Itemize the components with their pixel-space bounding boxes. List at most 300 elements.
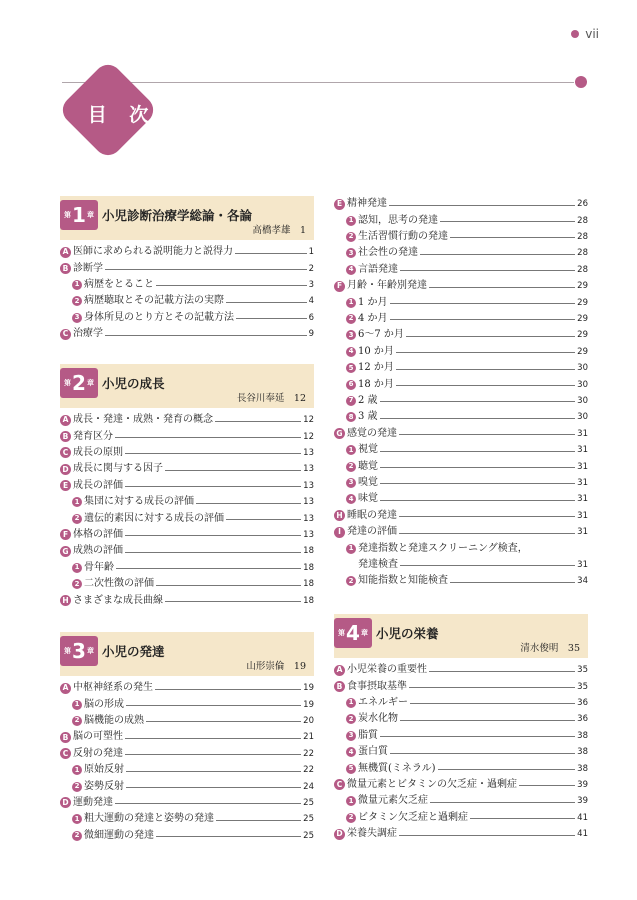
entry-title: 食事摂取基準	[347, 680, 407, 692]
header-rule-dot	[575, 76, 587, 88]
leader-line	[146, 721, 301, 722]
subsection-number-marker: 2	[346, 462, 356, 472]
entry-page-number: 30	[577, 395, 588, 406]
subsection-number-marker: 2	[72, 514, 82, 524]
chapter-author: 山形崇倫 19	[246, 661, 306, 672]
subsection-number-marker: 1	[346, 216, 356, 226]
entry-title: 脳の形成	[84, 698, 124, 710]
toc-section-entry	[334, 826, 588, 842]
entry-page-number: 13	[303, 513, 314, 524]
entry-title: 発達検査	[358, 558, 398, 570]
section-letter-marker: C	[60, 329, 71, 340]
leader-line	[409, 687, 575, 688]
leader-line	[155, 689, 301, 690]
entry-title: 発達の評価	[347, 526, 397, 538]
entry-page-number: 2	[308, 263, 314, 274]
chapter-title: 小児の成長	[102, 376, 165, 391]
subsection-number-marker: 3	[346, 330, 356, 340]
leader-line	[389, 205, 575, 206]
leader-line	[380, 418, 576, 419]
leader-line	[216, 820, 301, 821]
entry-title: 成長の原則	[73, 446, 123, 458]
leader-line	[410, 703, 575, 704]
entry-page-number: 36	[577, 714, 588, 725]
section-letter-marker: D	[60, 797, 71, 808]
toc-subsection-entry	[346, 229, 588, 245]
entry-title: 病歴をとること	[84, 278, 154, 290]
entry-page-number: 3	[308, 279, 314, 290]
section-letter-marker: A	[60, 683, 71, 694]
entry-title: 微細運動の発達	[84, 829, 154, 841]
entry-title: 脳機能の成熟	[84, 714, 144, 726]
entry-page-number: 28	[577, 264, 588, 275]
toc-subsection-entry	[346, 760, 588, 776]
chapter-prefix: 第	[338, 629, 346, 637]
entry-page-number: 22	[303, 765, 314, 776]
entry-page-number: 38	[577, 747, 588, 758]
toc-subsection-entry	[346, 458, 588, 474]
leader-line	[156, 836, 301, 837]
toc-subsection-entry	[72, 293, 314, 309]
toc-subsection-entry	[72, 696, 314, 712]
leader-line	[380, 483, 575, 484]
entry-title: 4 か月	[358, 312, 388, 324]
entry-title: 視覚	[358, 444, 378, 456]
chapter-header	[60, 196, 314, 240]
entry-page-number: 13	[303, 529, 314, 540]
leader-line	[156, 585, 301, 586]
leader-line	[380, 451, 575, 452]
chapter-author: 長谷川奉延 12	[236, 393, 306, 404]
chapter-number: 3	[72, 639, 86, 663]
subsection-number-marker: 3	[346, 731, 356, 741]
chapter-suffix: 章	[86, 647, 94, 655]
entry-title: 成長の評価	[73, 479, 123, 491]
entry-page-number: 41	[577, 812, 588, 823]
page-number-dot	[571, 30, 579, 38]
toc-subsection-entry	[346, 810, 588, 826]
entry-page-number: 29	[577, 330, 588, 341]
leader-line	[125, 552, 301, 553]
section-letter-marker: F	[334, 281, 345, 292]
subsection-number-marker: 3	[346, 248, 356, 258]
toc-section-entry	[334, 196, 588, 212]
entry-page-number: 18	[303, 546, 314, 557]
entry-title: 炭水化物	[358, 713, 398, 725]
entry-page-number: 39	[577, 796, 588, 807]
entry-page-number: 6	[308, 312, 314, 323]
entry-title: 月齢・年齢別発達	[347, 280, 427, 292]
toc-section-entry	[60, 795, 314, 811]
chapter-number: 1	[72, 203, 86, 227]
toc-subsection-entry	[72, 510, 314, 526]
entry-title: 骨年齢	[84, 561, 114, 573]
entry-page-number: 13	[303, 480, 314, 491]
leader-line	[380, 401, 576, 402]
entry-page-number: 19	[303, 683, 314, 694]
entry-title: 中枢神経系の発生	[73, 682, 153, 694]
leader-line	[406, 336, 575, 337]
entry-page-number: 25	[303, 830, 314, 841]
subsection-number-marker: 4	[346, 747, 356, 757]
entry-page-number: 18	[303, 579, 314, 590]
entry-page-number: 25	[303, 797, 314, 808]
entry-title: 味覚	[358, 493, 378, 505]
entry-page-number: 29	[577, 297, 588, 308]
entry-page-number: 35	[577, 681, 588, 692]
chapter-number-badge	[60, 636, 98, 666]
chapter-number-badge	[60, 200, 98, 230]
subsection-number-marker: 1	[72, 814, 82, 824]
leader-line	[396, 385, 575, 386]
toc-section-entry	[60, 260, 314, 276]
subsection-number-marker: 1	[346, 698, 356, 708]
section-letter-marker: E	[334, 199, 345, 210]
toc-subsection-entry	[72, 778, 314, 794]
leader-line	[400, 565, 575, 566]
page-number-area	[571, 27, 599, 41]
entry-page-number: 31	[577, 445, 588, 456]
toc-section-entry	[60, 680, 314, 696]
entry-title: 微量元素とビタミンの欠乏症・過剰症	[347, 778, 517, 790]
entry-page-number: 31	[577, 559, 588, 570]
entry-title: 二次性徴の評価	[84, 578, 154, 590]
toc-subsection-entry	[346, 695, 588, 711]
subsection-number-marker: 5	[346, 764, 356, 774]
leader-line	[440, 221, 575, 222]
entry-title: エネルギー	[358, 696, 408, 708]
entry-page-number: 19	[303, 699, 314, 710]
entry-title: 原始反射	[84, 764, 124, 776]
chapter-header	[60, 364, 314, 408]
toc-subsection-entry	[72, 828, 314, 844]
section-letter-marker: A	[60, 415, 71, 426]
entry-page-number: 28	[577, 231, 588, 242]
subsection-number-marker: 1	[72, 765, 82, 775]
section-letter-marker: F	[60, 529, 71, 540]
section-letter-marker: G	[334, 428, 345, 439]
subsection-number-marker: 2	[346, 232, 356, 242]
subsection-number-marker: 1	[346, 796, 356, 806]
leader-line	[396, 352, 575, 353]
leader-line	[399, 835, 575, 836]
entry-title: 知能指数と知能検査	[358, 575, 448, 587]
entry-title: 精神発達	[347, 198, 387, 210]
section-letter-marker: G	[60, 546, 71, 557]
entry-page-number: 31	[577, 461, 588, 472]
entry-page-number: 31	[577, 510, 588, 521]
entry-title: 治療学	[73, 328, 103, 340]
leader-line	[429, 287, 575, 288]
leader-line	[165, 470, 301, 471]
section-letter-marker: C	[334, 779, 345, 790]
entry-title: 病歴聴取とその記載方法の実際	[84, 295, 224, 307]
toc-subsection-entry	[346, 442, 588, 458]
subsection-number-marker: 1	[346, 544, 356, 554]
chapter-number-badge	[60, 368, 98, 398]
subsection-number-marker: 3	[72, 313, 82, 323]
subsection-number-marker: 6	[346, 380, 356, 390]
section-letter-marker: B	[334, 681, 345, 692]
section-letter-marker: H	[60, 595, 71, 606]
header-rule	[62, 82, 574, 83]
leader-line	[380, 467, 575, 468]
subsection-number-marker: 7	[346, 396, 356, 406]
toc-section-entry	[334, 777, 588, 793]
entry-page-number: 41	[577, 829, 588, 840]
entry-page-number: 34	[577, 576, 588, 587]
toc-section-entry	[60, 729, 314, 745]
entry-title: 医師に求められる説明能力と説得力	[73, 246, 233, 258]
entry-title: 12 か月	[358, 362, 394, 374]
toc-section-entry	[60, 244, 314, 260]
entry-page-number: 30	[577, 379, 588, 390]
toc-section-entry	[334, 508, 588, 524]
entry-title: 3 歳	[358, 411, 378, 423]
entry-title: 栄養失調症	[347, 828, 397, 840]
entry-title: 6～7 か月	[358, 329, 404, 341]
toc-subsection-entry	[346, 311, 588, 327]
entry-title: 成長に関与する因子	[73, 463, 163, 475]
leader-line	[390, 753, 575, 754]
toc-subsection-entry	[346, 344, 588, 360]
entry-page-number: 22	[303, 748, 314, 759]
leader-line	[400, 720, 575, 721]
subsection-number-marker: 1	[346, 298, 356, 308]
toc-section-entry	[60, 746, 314, 762]
entry-page-number: 9	[308, 329, 314, 340]
leader-line	[226, 519, 301, 520]
chapter-header	[60, 632, 314, 676]
leader-line	[215, 421, 301, 422]
entry-page-number: 38	[577, 730, 588, 741]
subsection-number-marker: 2	[72, 831, 82, 841]
entry-page-number: 13	[303, 497, 314, 508]
entry-title: さまざまな成長曲線	[73, 594, 163, 606]
chapter-number: 4	[346, 621, 360, 645]
leader-line	[380, 736, 575, 737]
toc-subsection-entry	[346, 294, 588, 310]
toc-subsection-entry	[72, 762, 314, 778]
chapter-suffix: 章	[86, 379, 94, 387]
chapter-author: 清水俊明 35	[520, 643, 580, 654]
entry-page-number: 29	[577, 281, 588, 292]
entry-title: 体格の評価	[73, 528, 123, 540]
entry-title: 発達指数と発達スクリーニング検査，	[358, 542, 528, 554]
subsection-number-marker: 4	[346, 265, 356, 275]
section-letter-marker: C	[60, 748, 71, 759]
toc-subsection-entry	[72, 277, 314, 293]
toc-subsection-entry	[346, 327, 588, 343]
chapter-prefix: 第	[64, 647, 72, 655]
leader-line	[380, 500, 575, 501]
entry-title: 1 か月	[358, 296, 388, 308]
entry-title: 小児栄養の重要性	[347, 664, 427, 676]
toc-section-entry	[60, 428, 314, 444]
section-letter-marker: A	[334, 665, 345, 676]
subsection-number-marker: 1	[346, 445, 356, 455]
subsection-number-marker: 2	[72, 296, 82, 306]
entry-title: 脂質	[358, 729, 378, 741]
entry-page-number: 1	[308, 247, 314, 258]
subsection-number-marker: 1	[72, 280, 82, 290]
entry-page-number: 31	[577, 494, 588, 505]
entry-page-number: 30	[577, 412, 588, 423]
entry-page-number: 12	[303, 415, 314, 426]
entry-title: 診断学	[73, 262, 103, 274]
page-number: vii	[585, 27, 599, 41]
entry-title: 運動発達	[73, 796, 113, 808]
chapter-header	[334, 614, 588, 658]
toc-section-entry	[60, 543, 314, 559]
chapter-prefix: 第	[64, 211, 72, 219]
section-letter-marker: D	[60, 464, 71, 475]
subsection-number-marker: 2	[346, 576, 356, 586]
entry-page-number: 20	[303, 715, 314, 726]
chapter-suffix: 章	[360, 629, 368, 637]
entry-title: 姿勢反射	[84, 780, 124, 792]
entry-title: 蛋白質	[358, 746, 388, 758]
entry-page-number: 28	[577, 248, 588, 259]
leader-line	[399, 434, 575, 435]
subsection-number-marker: 8	[346, 412, 356, 422]
leader-line	[438, 769, 576, 770]
section-letter-marker: A	[60, 247, 71, 258]
leader-line	[450, 237, 575, 238]
entry-page-number: 4	[308, 296, 314, 307]
leader-line	[450, 582, 575, 583]
subsection-number-marker: 2	[346, 314, 356, 324]
subsection-number-marker: 3	[346, 478, 356, 488]
leader-line	[390, 319, 576, 320]
entry-page-number: 25	[303, 814, 314, 825]
leader-line	[126, 787, 301, 788]
toc-section-entry	[60, 461, 314, 477]
toc-subsection-entry	[346, 793, 588, 809]
entry-title: 10 か月	[358, 345, 394, 357]
entry-title: ビタミン欠乏症と過剰症	[358, 811, 468, 823]
toc-subsection-entry	[346, 491, 588, 507]
entry-title: 成熟の評価	[73, 545, 123, 557]
leader-line	[165, 601, 301, 602]
entry-title: 発育区分	[73, 430, 113, 442]
leader-line	[236, 318, 307, 319]
leader-line	[125, 738, 301, 739]
subsection-number-marker: 2	[346, 714, 356, 724]
toc-section-entry	[334, 524, 588, 540]
toc-subsection-entry	[346, 728, 588, 744]
entry-title: 生活習慣行動の発達	[358, 230, 448, 242]
entry-title: 言語発達	[358, 263, 398, 275]
leader-line	[105, 335, 307, 336]
entry-page-number: 31	[577, 477, 588, 488]
entry-title: 社会性の発達	[358, 247, 418, 259]
subsection-number-marker: 1	[72, 700, 82, 710]
entry-page-number: 36	[577, 697, 588, 708]
chapter-prefix: 第	[64, 379, 72, 387]
section-letter-marker: D	[334, 829, 345, 840]
toc-subsection-entry	[346, 262, 588, 278]
entry-page-number: 13	[303, 447, 314, 458]
entry-title: 2 歳	[358, 394, 378, 406]
toc-subsection-entry	[346, 245, 588, 261]
chapter-number: 2	[72, 371, 86, 395]
leader-line	[115, 803, 301, 804]
leader-line	[125, 754, 301, 755]
toc-subsection-entry	[346, 393, 588, 409]
section-letter-marker: H	[334, 510, 345, 521]
chapter-number-badge	[334, 618, 372, 648]
toc-section-entry	[60, 527, 314, 543]
chapter-title: 小児の栄養	[376, 626, 439, 641]
entry-title: 身体所見のとり方とその記載方法	[84, 311, 234, 323]
subsection-number-marker: 2	[72, 782, 82, 792]
toc-section-entry	[334, 426, 588, 442]
section-letter-marker: I	[334, 527, 345, 538]
entry-title: 反射の発達	[73, 747, 123, 759]
entry-title: 成長・発達・成熟・発育の概念	[73, 414, 213, 426]
leader-line	[470, 818, 575, 819]
entry-page-number: 29	[577, 313, 588, 324]
toc-subsection-entry	[346, 711, 588, 727]
entry-title: 嗅覚	[358, 476, 378, 488]
leader-line	[105, 269, 307, 270]
leader-line	[399, 533, 575, 534]
subsection-number-marker: 2	[346, 813, 356, 823]
chapter-author: 高橋孝雄 1	[252, 225, 306, 236]
toc-subsection-entry	[346, 573, 588, 589]
toc-section-entry	[60, 478, 314, 494]
entry-page-number: 18	[303, 562, 314, 573]
subsection-number-marker: 5	[346, 363, 356, 373]
entry-title: 脳の可塑性	[73, 731, 123, 743]
entry-title: 遺伝的素因に対する成長の評価	[84, 512, 224, 524]
entry-page-number: 24	[303, 781, 314, 792]
entry-page-number: 29	[577, 346, 588, 357]
toc-entry-continuation	[358, 557, 588, 573]
toc-section-entry	[334, 662, 588, 678]
subsection-number-marker: 1	[72, 497, 82, 507]
toc-heading: 目 次	[87, 104, 157, 126]
subsection-number-marker: 4	[346, 347, 356, 357]
entry-title: 18 か月	[358, 378, 394, 390]
toc-subsection-entry	[346, 212, 588, 228]
entry-title: 睡眠の発達	[347, 509, 397, 521]
entry-title: 集団に対する成長の評価	[84, 496, 194, 508]
leader-line	[420, 254, 575, 255]
toc-section-entry	[60, 592, 314, 608]
leader-line	[116, 568, 301, 569]
leader-line	[126, 705, 301, 706]
entry-title: 感覚の発達	[347, 427, 397, 439]
toc-subsection-entry	[72, 560, 314, 576]
toc-section-entry	[334, 678, 588, 694]
entry-title: 認知，思考の発達	[358, 214, 438, 226]
entry-page-number: 28	[577, 215, 588, 226]
leader-line	[390, 303, 576, 304]
subsection-number-marker: 1	[72, 563, 82, 573]
entry-page-number: 12	[303, 431, 314, 442]
section-letter-marker: E	[60, 480, 71, 491]
chapter-title: 小児診断治療学総論・各論	[102, 208, 253, 223]
toc-subsection-entry	[346, 409, 588, 425]
entry-page-number: 35	[577, 665, 588, 676]
toc-subsection-entry	[72, 494, 314, 510]
leader-line	[115, 437, 301, 438]
toc-section-entry	[60, 412, 314, 428]
entry-title: 無機質(ミネラル)	[358, 762, 436, 774]
entry-title: 粗大運動の発達と姿勢の発達	[84, 813, 214, 825]
